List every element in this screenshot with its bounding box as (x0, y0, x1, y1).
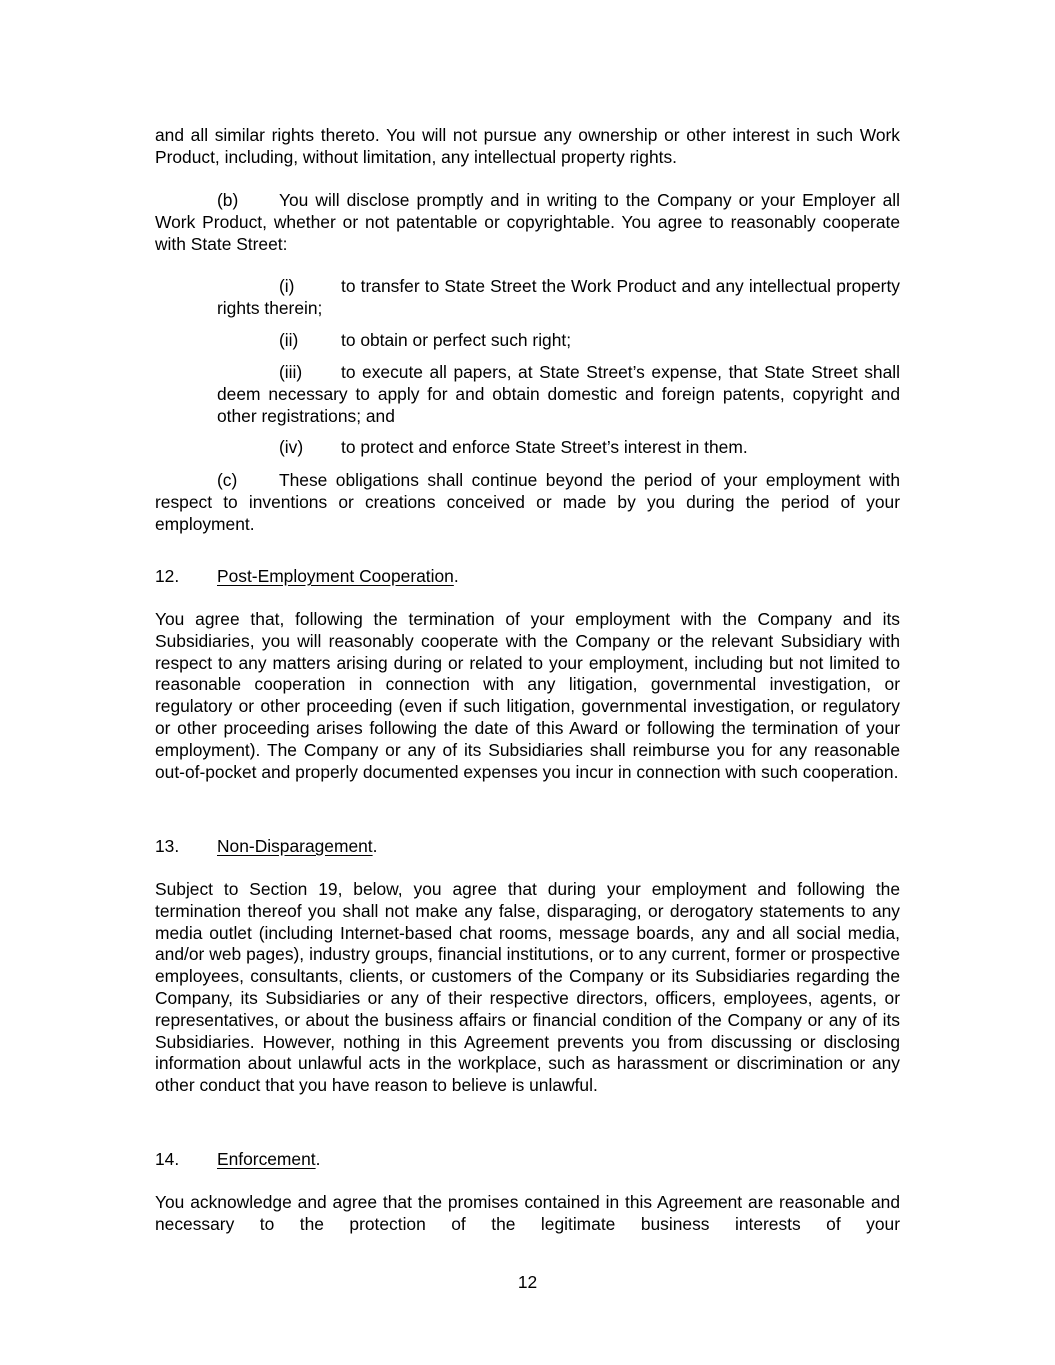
sub-item-ii (217, 330, 900, 352)
section-13-heading: 13. Non-Disparagement. (155, 836, 378, 856)
section-title: Enforcement (217, 1149, 316, 1169)
sub-item-label: (iv) (279, 437, 304, 457)
page-number: 12 (517, 1272, 538, 1292)
section-12-body: You agree that, following the termination of your employment with the Company and its Subsidiaries, you will reasonably cooperate with the Company or the relevant Subsidiary with respect to any matters arising during or related to your employment, including but not limited to reasonable cooperation in connection with any litigation, governmental investigation, or regulatory or other proceeding (even if such litigation, governmental investigation, or regulatory or other proceeding arises following the date of this Award or following the termination of your employment). The Company or any of its Subsidiaries shall reimburse you for any reasonable out-of-pocket and properly documented expenses you incur in connection with such cooperation. (155, 609, 900, 782)
sub-item-iii (217, 362, 900, 427)
section-14-heading: 14. Enforcement. (155, 1149, 321, 1169)
paragraph-b-label: (b) (217, 190, 239, 210)
section-title: Non-Disparagement (217, 836, 373, 856)
paragraph-c-text: These obligations shall continue beyond the period of your employment with respect to inventions or creations conceived or made by you during the period of your employment. (155, 470, 900, 534)
continuation-paragraph: and all similar rights thereto. You will not pursue any ownership or other interest in such Work Product, including, without limitation, any intellectual property rights. (155, 125, 900, 167)
section-12-heading: 12. Post-Employment Cooperation. (155, 566, 459, 586)
sub-item-text: to obtain or perfect such right; (341, 330, 572, 350)
section-title: Post-Employment Cooperation (217, 566, 454, 586)
section-number: 14. (155, 1149, 180, 1169)
paragraph-c-label: (c) (217, 470, 238, 490)
sub-item-iv (217, 437, 900, 459)
sub-item-label: (i) (279, 276, 295, 296)
sub-item-text: to transfer to State Street the Work Product and any intellectual property rights therein; (217, 276, 900, 318)
section-number: 12. (155, 566, 180, 586)
sub-item-text: to protect and enforce State Street’s interest in them. (341, 437, 748, 457)
section-number: 13. (155, 836, 180, 856)
sub-item-label: (iii) (279, 362, 303, 382)
section-13-body: Subject to Section 19, below, you agree that during your employment and following the termination thereof you shall not make any false, disparaging, or derogatory statements to any media outlet (including Internet-based chat rooms, message boards, any and all social media, and/or web pages), industry groups, financial institutions, or to any current, former or prospective employees, consultants, clients, or customers of the Company or its Subsidiaries regarding the Company, its Subsidiaries or any of their respective directors, officers, employees, agents, or representatives, or about the business affairs or financial condition of the Company or any of its Subsidiaries. However, nothing in this Agreement prevents you from discussing or disclosing information about unlawful acts in the workplace, such as harassment or discrimination or any other conduct that you have reason to believe is unlawful. (155, 879, 900, 1096)
sub-item-i (217, 276, 900, 320)
paragraph-b (155, 190, 900, 255)
sub-item-text: to execute all papers, at State Street’s expense, that State Street shall deem necessary to apply for and obtain domestic and foreign patents, copyright and other registrations; and (217, 362, 900, 426)
paragraph-c (155, 470, 900, 535)
paragraph-b-text: You will disclose promptly and in writing to the Company or your Employer all Work Product, whether or not patentable or copyrightable. You agree to reasonably cooperate with State Street: (155, 190, 900, 254)
section-14-body: You acknowledge and agree that the promises contained in this Agreement are reasonable and necessary to the protection of the legitimate business interests of your (155, 1192, 900, 1234)
sub-item-label: (ii) (279, 330, 299, 350)
